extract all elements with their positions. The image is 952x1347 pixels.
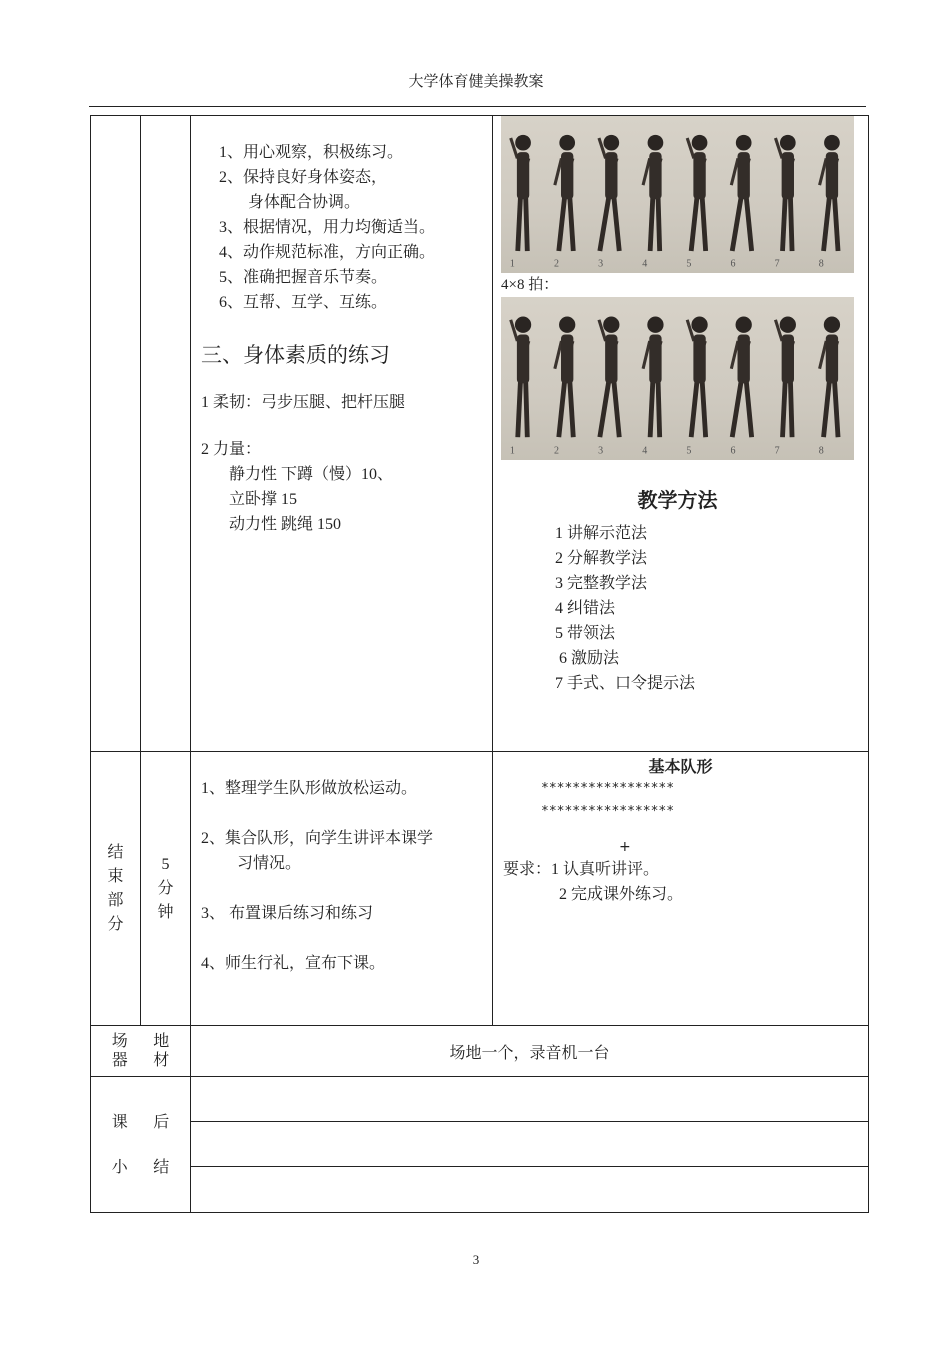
dancer-figure — [642, 135, 663, 270]
dancer-figure — [510, 317, 531, 457]
dancer-figure — [686, 135, 707, 270]
beat-number: 1 — [509, 445, 515, 457]
summary-row — [91, 1077, 869, 1213]
strength-line: 静力性 下蹲（慢）10、 — [229, 466, 394, 483]
dancer-figure — [686, 317, 707, 457]
figures-illustration — [501, 116, 854, 273]
dancer-figure — [598, 317, 619, 457]
practice-row — [91, 116, 869, 752]
beat-number: 7 — [774, 258, 780, 270]
req-item: 6、互帮、互学、互练。 — [219, 294, 388, 311]
ending-item: 3、 布置课后练习和练习 — [201, 905, 374, 922]
beat-number: 2 — [553, 258, 559, 270]
dancer-figure — [819, 317, 840, 457]
label-char: 场 — [111, 1033, 128, 1050]
practice-media-cell — [493, 116, 869, 752]
req-item: 4、动作规范标准，方向正确。 — [219, 244, 436, 261]
method-item: 5 带领法 — [555, 625, 616, 642]
equipment-label — [91, 1026, 191, 1077]
ending-item-cont: 习情况。 — [237, 855, 302, 872]
beat-number: 4 — [642, 445, 648, 457]
teacher-mark: + — [619, 839, 631, 855]
document-header: 大学体育健美操教案 — [408, 74, 544, 90]
time-char: 分 — [157, 879, 174, 897]
beat-number: 1 — [509, 258, 515, 270]
ending-item: 1、整理学生队形做放松运动。 — [201, 780, 418, 797]
dancer-figure — [554, 135, 575, 270]
strength-line: 动力性 跳绳 150 — [229, 516, 342, 533]
method-item: 6 激励法 — [559, 650, 620, 667]
summary-line — [191, 1167, 868, 1211]
label-char: 地 — [153, 1033, 170, 1050]
dancer-figure — [775, 317, 796, 457]
dancer-figure — [510, 135, 531, 270]
part-char: 分 — [107, 915, 124, 933]
req-item: 2、保持良好身体姿态， — [219, 169, 388, 186]
time-char: 钟 — [157, 903, 174, 921]
section-title: 三、身体素质的练习 — [201, 343, 390, 367]
ending-part-label — [91, 752, 141, 1026]
equipment-value: 场地一个，录音机一台 — [191, 1026, 869, 1077]
label-char: 小 — [111, 1158, 128, 1176]
method-item: 4 纠错法 — [555, 600, 616, 617]
beat-number: 5 — [686, 445, 692, 457]
beat-number: 3 — [598, 258, 604, 270]
lesson-plan-table — [90, 115, 869, 1213]
method-item: 7 手式、口令提示法 — [555, 675, 696, 692]
strength-line: 立卧撑 15 — [229, 491, 298, 508]
summary-lines — [191, 1077, 869, 1213]
movement-photo-2 — [501, 297, 854, 460]
blank-part-cell — [91, 116, 141, 752]
ending-row — [91, 752, 869, 1026]
part-char: 束 — [107, 867, 124, 885]
dancer-figure — [730, 317, 751, 457]
method-item: 3 完整教学法 — [555, 575, 648, 592]
beat-number: 7 — [774, 445, 780, 457]
summary-line — [191, 1122, 868, 1167]
header-rule — [89, 106, 866, 107]
req-item-cont: 身体配合协调。 — [248, 194, 361, 211]
beat-number: 4 — [642, 258, 648, 270]
movement-photo-1 — [501, 116, 854, 273]
ending-item: 4、师生行礼，宣布下课。 — [201, 955, 386, 972]
summary-line — [191, 1077, 868, 1122]
dancer-figure — [730, 135, 751, 270]
figures-illustration — [501, 297, 854, 460]
label-char: 材 — [153, 1052, 170, 1069]
flexibility-line: 1 柔韧：弓步压腿、把杆压腿 — [201, 394, 406, 411]
formation-row: ***************** — [541, 804, 675, 819]
beat-number: 5 — [686, 258, 692, 270]
part-char: 部 — [107, 891, 124, 909]
req-item: 5、准确把握音乐节奏。 — [219, 269, 388, 286]
requirement-line: 2 完成课外练习。 — [559, 886, 684, 903]
page-number: 3 — [472, 1252, 480, 1267]
methods-title: 教学方法 — [637, 488, 718, 512]
beat-number: 3 — [598, 445, 604, 457]
req-item: 1、用心观察，积极练习。 — [219, 144, 404, 161]
beat-number: 2 — [553, 445, 559, 457]
practice-content-cell — [191, 116, 493, 752]
formation-title: 基本队形 — [648, 757, 713, 776]
label-char: 结 — [153, 1158, 170, 1176]
dancer-figure — [819, 135, 840, 270]
label-char: 课 — [111, 1113, 128, 1131]
ending-time-label — [141, 752, 191, 1026]
requirement-line: 要求：1 认真听讲评。 — [503, 861, 660, 878]
formation-row: ***************** — [541, 781, 675, 796]
method-item: 2 分解教学法 — [555, 550, 648, 567]
label-char: 器 — [111, 1052, 128, 1069]
dancer-figure — [642, 317, 663, 457]
label-char: 后 — [153, 1113, 170, 1131]
methods-list — [501, 521, 854, 696]
ending-formation-cell — [493, 752, 869, 1026]
beat-number: 6 — [730, 445, 736, 457]
equipment-row — [91, 1026, 869, 1077]
beat-number: 8 — [818, 258, 824, 270]
blank-time-cell — [141, 116, 191, 752]
part-char: 结 — [107, 843, 124, 861]
summary-label — [91, 1077, 191, 1213]
ending-content-cell — [191, 752, 493, 1026]
method-item: 1 讲解示范法 — [555, 525, 648, 542]
time-char: 5 — [161, 855, 170, 873]
beat-label: 4×8 拍： — [501, 277, 559, 293]
ending-item: 2、集合队形，向学生讲评本课学 — [201, 830, 434, 847]
beat-number: 8 — [818, 445, 824, 457]
dancer-figure — [598, 135, 619, 270]
req-item: 3、根据情况，用力均衡适当。 — [219, 219, 436, 236]
dancer-figure — [775, 135, 796, 270]
dancer-figure — [554, 317, 575, 457]
strength-title: 2 力量： — [201, 441, 262, 458]
beat-number: 6 — [730, 258, 736, 270]
